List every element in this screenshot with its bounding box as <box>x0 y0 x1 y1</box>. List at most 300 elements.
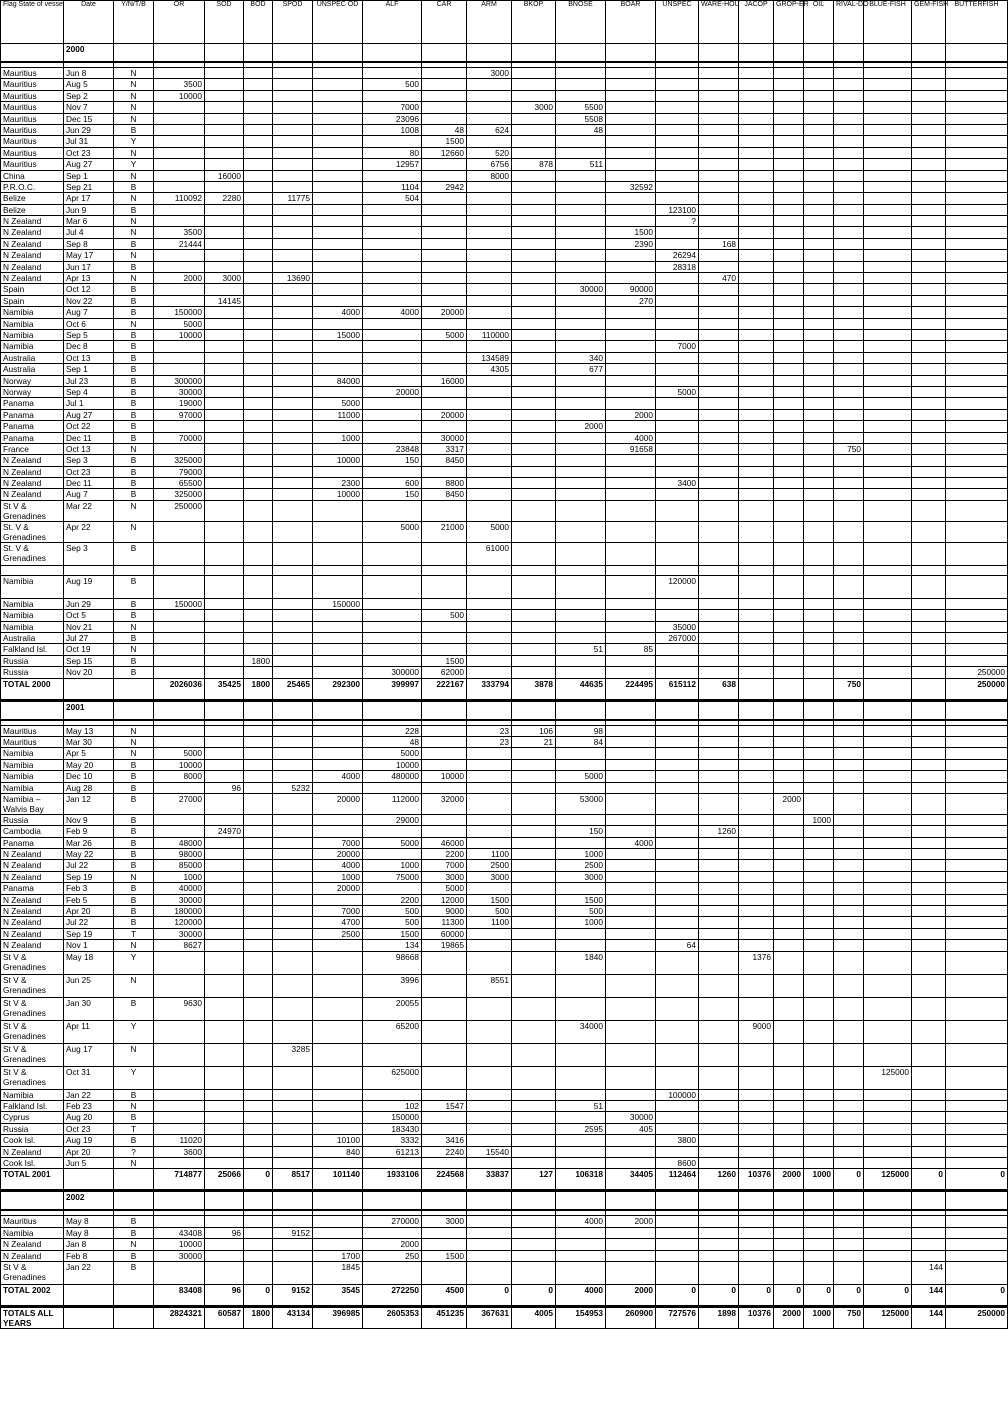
table-cell <box>864 421 912 432</box>
table-cell <box>205 633 244 644</box>
table-cell: 2000 <box>774 1306 804 1328</box>
table-cell <box>912 79 946 90</box>
table-cell <box>244 352 273 363</box>
table-cell <box>467 814 512 825</box>
table-cell <box>804 136 834 147</box>
column-header: SOD <box>205 1 244 44</box>
table-cell <box>912 736 946 747</box>
table-cell <box>834 1216 864 1227</box>
table-cell <box>512 644 556 655</box>
table-cell <box>273 250 313 261</box>
table-cell <box>363 1191 422 1211</box>
table-cell <box>834 261 864 272</box>
table-cell <box>864 1146 912 1157</box>
table-cell: N <box>114 216 154 227</box>
table-cell: 3317 <box>422 443 467 454</box>
table-cell <box>834 610 864 621</box>
table-cell <box>774 159 804 170</box>
table-cell <box>363 432 422 443</box>
table-cell <box>774 1146 804 1157</box>
total-row <box>1 1284 1008 1306</box>
table-cell <box>606 68 656 79</box>
table-cell <box>467 307 512 318</box>
table-cell <box>154 644 205 655</box>
table-cell <box>912 227 946 238</box>
table-cell <box>834 1146 864 1157</box>
table-cell <box>912 871 946 882</box>
table-cell <box>556 386 606 397</box>
table-cell <box>946 159 1008 170</box>
table-cell <box>699 951 739 974</box>
table-cell <box>656 1191 699 1211</box>
table-cell <box>606 1066 656 1089</box>
table-cell: Namibia <box>1 341 64 352</box>
table-cell <box>273 147 313 158</box>
table-cell <box>864 521 912 542</box>
table-cell <box>244 1101 273 1112</box>
table-cell <box>512 238 556 249</box>
table-cell <box>313 204 363 215</box>
table-cell <box>804 364 834 375</box>
table-cell <box>313 667 363 678</box>
table-cell <box>205 1216 244 1227</box>
column-header: RIVAL-DO <box>834 1 864 44</box>
table-cell <box>205 644 244 655</box>
table-cell: 3400 <box>656 478 699 489</box>
table-cell <box>244 1135 273 1146</box>
table-cell <box>864 906 912 917</box>
table-cell: 27000 <box>154 793 205 814</box>
table-cell <box>699 1216 739 1227</box>
table-cell <box>244 159 273 170</box>
table-cell <box>556 329 606 340</box>
table-cell <box>512 307 556 318</box>
table-cell <box>739 250 774 261</box>
column-header: CAR <box>422 1 467 44</box>
table-cell: 1547 <box>422 1101 467 1112</box>
table-cell <box>313 736 363 747</box>
table-cell <box>205 1146 244 1157</box>
table-cell <box>699 610 739 621</box>
table-cell <box>313 273 363 284</box>
table-cell <box>512 181 556 192</box>
table-cell <box>606 759 656 770</box>
table-cell: Cambodia <box>1 826 64 837</box>
table-cell <box>606 273 656 284</box>
table-cell <box>154 170 205 181</box>
table-cell <box>946 102 1008 113</box>
table-cell: 1100 <box>467 917 512 928</box>
table-cell <box>864 443 912 454</box>
table-cell <box>912 68 946 79</box>
table-cell: 1500 <box>467 894 512 905</box>
table-cell <box>556 1043 606 1066</box>
table-cell: Oct 31 <box>64 1066 114 1089</box>
table-cell <box>244 204 273 215</box>
table-cell <box>739 375 774 386</box>
table-cell: 154953 <box>556 1306 606 1328</box>
table-cell: 5000 <box>656 386 699 397</box>
table-cell: Spain <box>1 284 64 295</box>
table-cell <box>864 736 912 747</box>
table-cell <box>834 736 864 747</box>
table-cell <box>656 147 699 158</box>
table-cell <box>606 598 656 609</box>
table-cell <box>699 917 739 928</box>
table-cell: B <box>114 375 154 386</box>
table-cell: 222167 <box>422 678 467 700</box>
table-cell <box>864 667 912 678</box>
table-cell <box>774 295 804 306</box>
table-cell <box>864 193 912 204</box>
table-cell <box>512 565 556 575</box>
table-cell: 29000 <box>363 814 422 825</box>
table-cell <box>699 974 739 997</box>
table-cell <box>154 1261 205 1284</box>
table-cell <box>273 170 313 181</box>
table-cell <box>699 1066 739 1089</box>
table-cell <box>205 928 244 939</box>
table-cell <box>912 725 946 736</box>
table-cell <box>656 1066 699 1089</box>
table-cell: 500 <box>556 906 606 917</box>
table-cell <box>154 826 205 837</box>
table-cell <box>774 1101 804 1112</box>
table-cell: St V & Grenadines <box>1 997 64 1020</box>
table-cell <box>739 398 774 409</box>
table-cell: 144 <box>912 1284 946 1306</box>
table-cell <box>864 1227 912 1238</box>
table-cell <box>273 1157 313 1168</box>
table-cell: 134589 <box>467 352 512 363</box>
table-cell: 2824321 <box>154 1306 205 1328</box>
table-cell <box>912 147 946 158</box>
table-cell <box>699 193 739 204</box>
table-cell: 15540 <box>467 1146 512 1157</box>
table-cell <box>864 1112 912 1123</box>
table-cell <box>606 170 656 181</box>
table-cell <box>154 113 205 124</box>
table-cell <box>774 204 804 215</box>
table-cell <box>422 974 467 997</box>
table-cell <box>912 295 946 306</box>
table-row <box>1 216 1008 227</box>
table-cell <box>699 598 739 609</box>
table-cell <box>244 113 273 124</box>
table-cell: 224495 <box>606 678 656 700</box>
table-cell <box>699 1239 739 1250</box>
table-cell: T <box>114 1123 154 1134</box>
table-cell <box>606 725 656 736</box>
table-cell: 3000 <box>556 871 606 882</box>
table-cell <box>512 1043 556 1066</box>
table-cell <box>912 489 946 500</box>
table-cell <box>699 295 739 306</box>
table-cell <box>467 478 512 489</box>
table-cell <box>244 883 273 894</box>
table-cell: 615112 <box>656 678 699 700</box>
table-cell <box>864 398 912 409</box>
table-cell <box>606 90 656 101</box>
table-cell <box>699 432 739 443</box>
table-cell: 1000 <box>556 917 606 928</box>
table-cell <box>205 771 244 782</box>
table-cell: Namibia <box>1 329 64 340</box>
table-cell <box>656 814 699 825</box>
table-cell <box>467 489 512 500</box>
table-cell <box>739 678 774 700</box>
table-cell <box>205 318 244 329</box>
table-row <box>1 352 1008 363</box>
table-cell <box>946 273 1008 284</box>
table-cell: B <box>114 455 154 466</box>
table-cell <box>363 644 422 655</box>
table-cell: N Zealand <box>1 238 64 249</box>
table-cell <box>205 227 244 238</box>
table-cell: 53000 <box>556 793 606 814</box>
table-cell <box>244 261 273 272</box>
table-cell: Jan 8 <box>64 1239 114 1250</box>
table-cell <box>656 44 699 63</box>
table-cell: 21444 <box>154 238 205 249</box>
table-cell <box>313 466 363 477</box>
table-cell: Aug 20 <box>64 1112 114 1123</box>
table-cell <box>244 318 273 329</box>
table-cell <box>556 542 606 565</box>
table-cell <box>774 894 804 905</box>
table-cell <box>804 1020 834 1043</box>
table-cell: Mar 6 <box>64 216 114 227</box>
table-cell <box>774 227 804 238</box>
table-cell: 23096 <box>363 113 422 124</box>
table-cell <box>946 90 1008 101</box>
table-cell <box>273 1191 313 1211</box>
table-cell: 4700 <box>313 917 363 928</box>
table-cell <box>205 159 244 170</box>
table-cell <box>739 489 774 500</box>
table-cell <box>244 759 273 770</box>
table-cell <box>864 455 912 466</box>
table-row <box>1 307 1008 318</box>
table-cell: Panama <box>1 421 64 432</box>
column-header: Flag State of vessel <box>1 1 64 44</box>
table-cell: N <box>114 227 154 238</box>
table-cell <box>512 318 556 329</box>
table-cell: Mar 26 <box>64 837 114 848</box>
table-cell: 3000 <box>467 68 512 79</box>
table-cell <box>864 575 912 598</box>
table-cell <box>154 814 205 825</box>
table-cell <box>946 113 1008 124</box>
table-row <box>1 500 1008 521</box>
table-cell <box>774 644 804 655</box>
table-cell <box>467 375 512 386</box>
table-cell <box>804 375 834 386</box>
table-cell <box>834 1089 864 1100</box>
table-row <box>1 170 1008 181</box>
table-cell <box>363 1227 422 1238</box>
table-cell: Mar 22 <box>64 500 114 521</box>
table-cell <box>864 375 912 386</box>
table-cell <box>512 1146 556 1157</box>
table-cell <box>606 906 656 917</box>
table-cell <box>556 940 606 951</box>
table-cell <box>154 1157 205 1168</box>
table-cell <box>606 521 656 542</box>
table-cell: B <box>114 386 154 397</box>
table-cell: 150 <box>556 826 606 837</box>
table-cell <box>864 79 912 90</box>
table-cell <box>699 575 739 598</box>
table-cell <box>556 1112 606 1123</box>
table-row <box>1 261 1008 272</box>
table-cell: N Zealand <box>1 928 64 939</box>
table-cell: 7000 <box>313 837 363 848</box>
table-cell <box>467 227 512 238</box>
table-cell <box>556 759 606 770</box>
table-row <box>1 1157 1008 1168</box>
table-cell <box>774 261 804 272</box>
table-cell: 4305 <box>467 364 512 375</box>
table-cell: Jan 12 <box>64 793 114 814</box>
column-header: Date <box>64 1 114 44</box>
table-cell <box>273 341 313 352</box>
table-cell <box>864 329 912 340</box>
table-cell <box>656 748 699 759</box>
table-cell <box>739 44 774 63</box>
table-cell <box>467 1020 512 1043</box>
table-cell <box>739 565 774 575</box>
table-cell <box>273 1066 313 1089</box>
table-cell <box>834 1101 864 1112</box>
table-cell: Sep 3 <box>64 542 114 565</box>
table-cell <box>606 782 656 793</box>
table-cell <box>556 489 606 500</box>
table-cell <box>774 147 804 158</box>
column-header: SPOD <box>273 1 313 44</box>
table-cell: B <box>114 849 154 860</box>
table-cell <box>422 193 467 204</box>
table-cell <box>556 1191 606 1211</box>
table-cell <box>512 1135 556 1146</box>
table-cell: Mauritius <box>1 68 64 79</box>
table-cell: 30000 <box>606 1112 656 1123</box>
table-cell <box>912 136 946 147</box>
table-cell: Jun 29 <box>64 598 114 609</box>
table-cell <box>656 352 699 363</box>
table-cell <box>774 352 804 363</box>
table-cell <box>154 1043 205 1066</box>
table-cell <box>273 466 313 477</box>
table-cell: 1800 <box>244 655 273 666</box>
table-cell: N Zealand <box>1 1250 64 1261</box>
table-cell <box>804 489 834 500</box>
table-cell <box>912 997 946 1020</box>
table-cell <box>699 748 739 759</box>
table-cell: Nov 21 <box>64 621 114 632</box>
table-row <box>1 375 1008 386</box>
table-cell <box>363 238 422 249</box>
table-cell <box>834 940 864 951</box>
table-cell <box>864 928 912 939</box>
table-cell <box>804 398 834 409</box>
table-cell <box>699 793 739 814</box>
table-row <box>1 826 1008 837</box>
table-cell <box>606 216 656 227</box>
table-cell <box>946 598 1008 609</box>
table-cell: N <box>114 102 154 113</box>
table-cell <box>774 782 804 793</box>
table-cell: Feb 3 <box>64 883 114 894</box>
table-cell <box>699 928 739 939</box>
table-cell <box>739 1261 774 1284</box>
table-cell: Jun 8 <box>64 68 114 79</box>
table-cell <box>205 375 244 386</box>
table-cell <box>912 575 946 598</box>
table-cell <box>864 860 912 871</box>
table-cell <box>804 793 834 814</box>
table-cell <box>467 1066 512 1089</box>
table-cell <box>656 284 699 295</box>
table-cell: B <box>114 329 154 340</box>
table-cell <box>244 79 273 90</box>
table-cell <box>946 375 1008 386</box>
table-cell: 144 <box>912 1306 946 1328</box>
table-cell <box>834 974 864 997</box>
table-cell <box>946 837 1008 848</box>
table-cell: Cook Isl. <box>1 1135 64 1146</box>
table-cell <box>946 610 1008 621</box>
table-cell: N <box>114 1157 154 1168</box>
table-cell <box>606 421 656 432</box>
table-row <box>1 906 1008 917</box>
table-cell <box>512 860 556 871</box>
table-cell: Apr 20 <box>64 1146 114 1157</box>
table-cell: B <box>114 1112 154 1123</box>
table-cell: 34405 <box>606 1169 656 1191</box>
table-cell: 80 <box>363 147 422 158</box>
table-cell <box>273 1112 313 1123</box>
table-cell <box>606 136 656 147</box>
table-cell <box>313 500 363 521</box>
table-cell: Apr 13 <box>64 273 114 284</box>
table-cell <box>804 883 834 894</box>
table-cell: St V & Grenadines <box>1 1066 64 1089</box>
table-cell: Oct 23 <box>64 466 114 477</box>
table-cell <box>774 826 804 837</box>
table-cell <box>244 181 273 192</box>
table-cell: 1800 <box>244 1306 273 1328</box>
table-cell <box>313 565 363 575</box>
table-cell: 5000 <box>363 521 422 542</box>
table-cell: B <box>114 814 154 825</box>
table-cell: N Zealand <box>1 906 64 917</box>
table-cell <box>774 1123 804 1134</box>
table-cell <box>656 1043 699 1066</box>
table-cell <box>656 227 699 238</box>
table-cell <box>656 432 699 443</box>
table-cell: Aug 19 <box>64 575 114 598</box>
table-cell: 0 <box>912 1169 946 1191</box>
table-cell <box>422 386 467 397</box>
table-cell <box>699 170 739 181</box>
table-row <box>1 1020 1008 1043</box>
table-cell <box>774 598 804 609</box>
table-cell <box>912 1157 946 1168</box>
table-cell <box>699 227 739 238</box>
table-cell <box>467 951 512 974</box>
table-cell <box>739 655 774 666</box>
